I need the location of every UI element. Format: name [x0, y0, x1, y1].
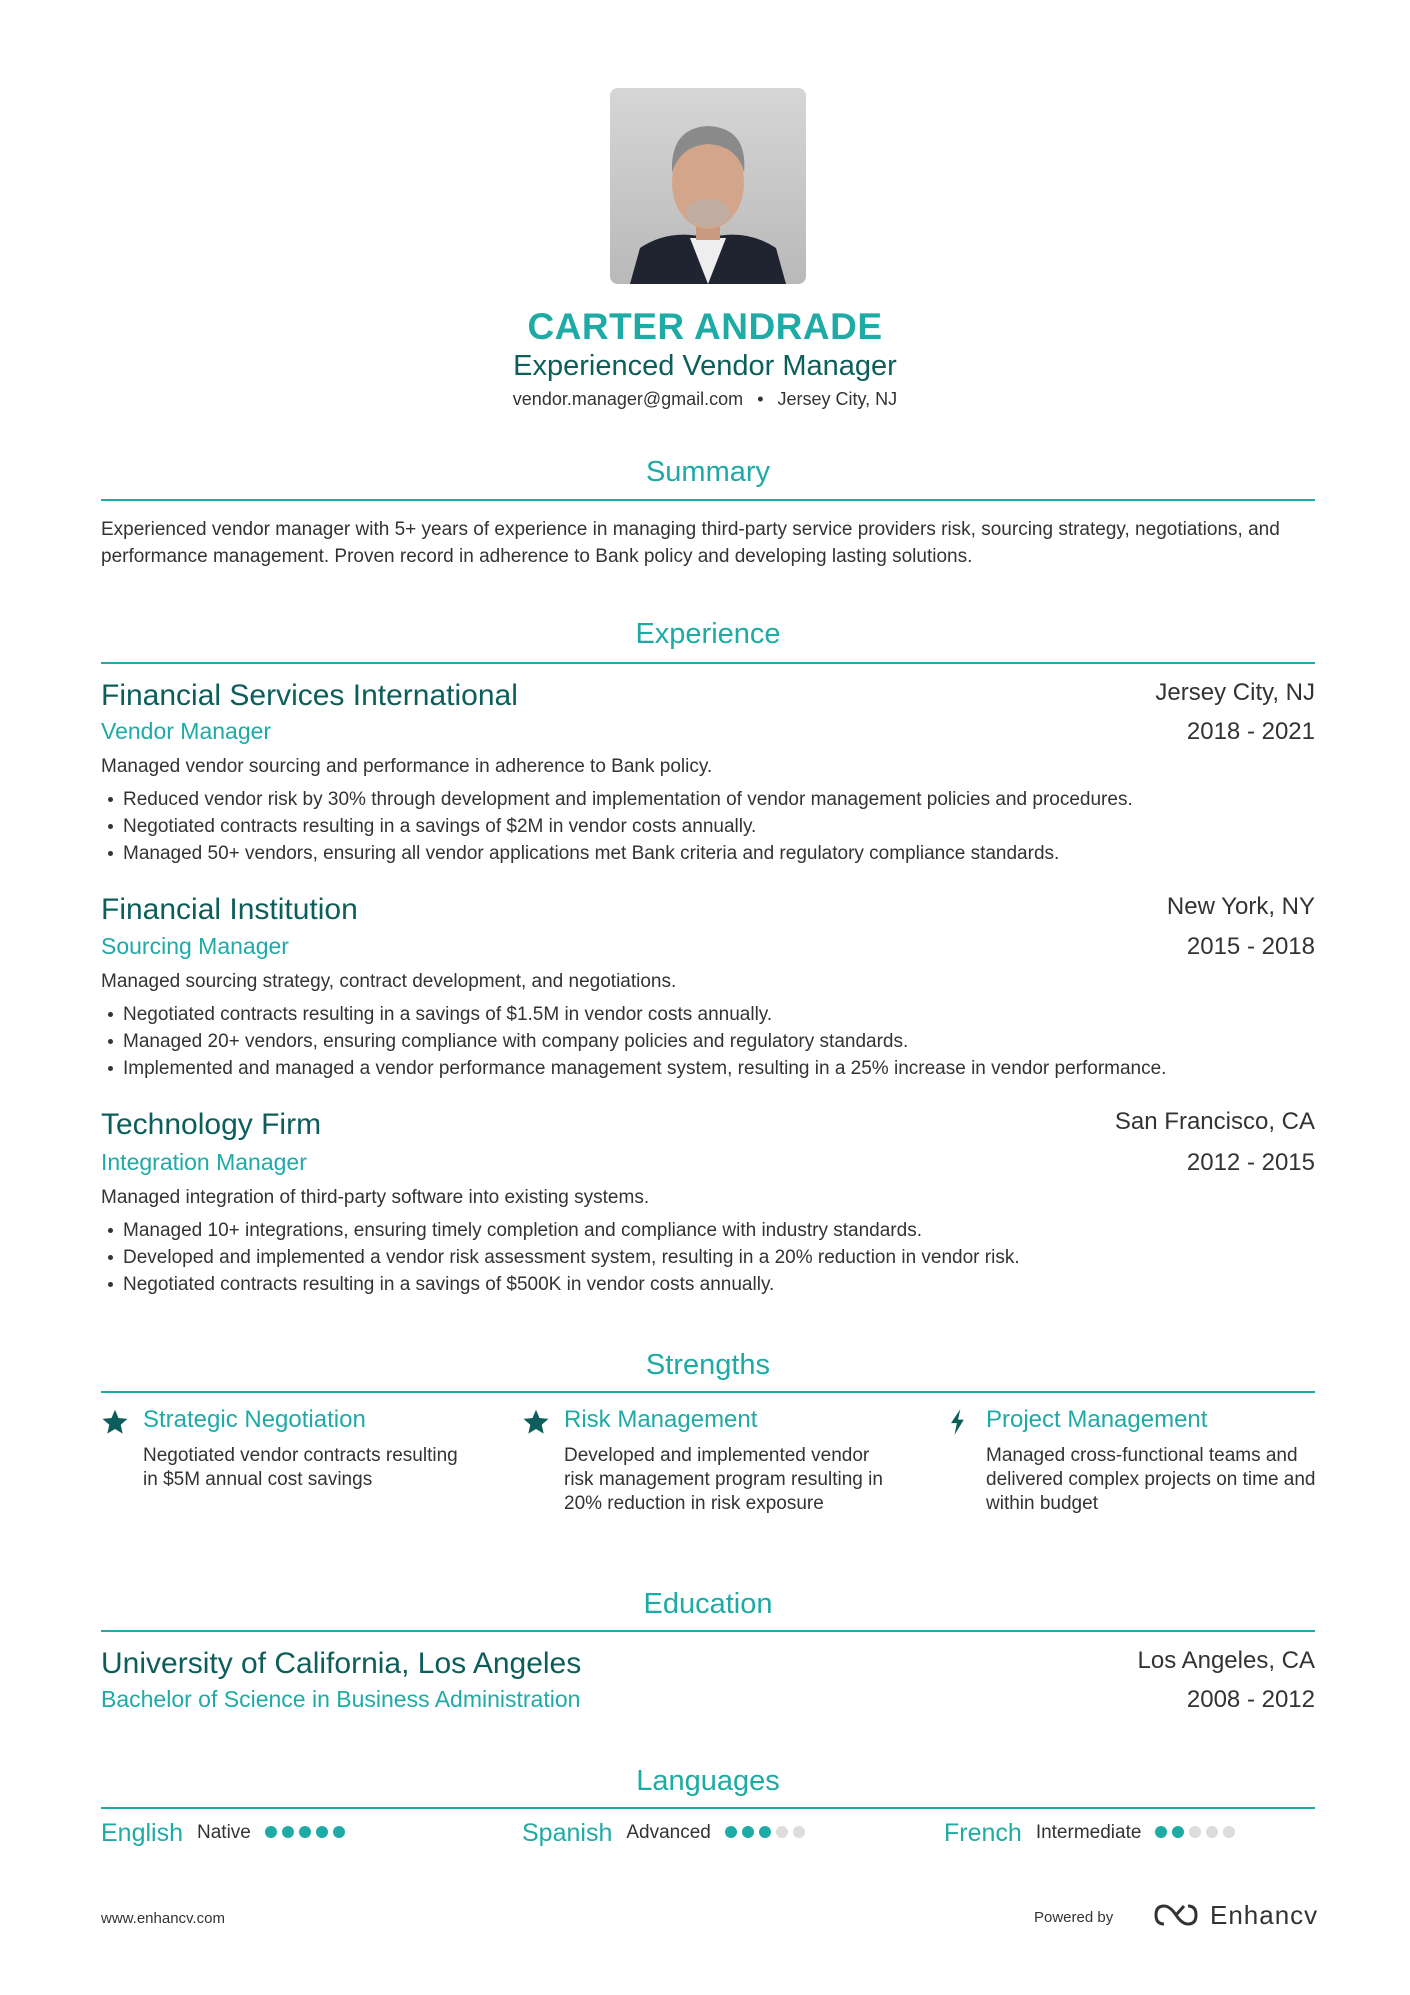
rating-dot-filled — [759, 1826, 771, 1838]
bullet-item: Negotiated contracts resulting in a savings of $500K in vendor costs annually. — [101, 1271, 1020, 1298]
language-level: Native — [197, 1822, 251, 1843]
strengths-heading: Strengths — [645, 1349, 771, 1381]
language-rating — [725, 1825, 810, 1843]
strength-description: Developed and implemented vendor risk management program resulting in 20% reduction in risk exposure — [564, 1445, 883, 1514]
job-dates: 2015 - 2018 — [1186, 933, 1315, 960]
summary-divider — [101, 499, 1315, 501]
job-bullets — [101, 786, 1133, 867]
rating-dot-filled — [1155, 1826, 1167, 1838]
strength-description: Negotiated vendor contracts resulting in $5M annual cost savings — [143, 1445, 458, 1490]
summary-text: Experienced vendor manager with 5+ years of experience in managing third-party service providers risk, sourcing strategy, negotiations, and performance management. Proven record in adherence to Bank policy and developing lasting solutions. — [101, 519, 1280, 567]
portrait-image — [610, 88, 806, 284]
job-description: Managed sourcing strategy, contract development, and negotiations. — [101, 971, 677, 992]
rating-dot-filled — [742, 1826, 754, 1838]
job-company: Technology Firm — [101, 1108, 322, 1141]
language-level: Intermediate — [1035, 1822, 1142, 1843]
strength-description: Managed cross-functional teams and delivered complex projects on time and within budget — [986, 1445, 1316, 1514]
job-role: Vendor Manager — [101, 718, 272, 744]
strength-title: Risk Management — [564, 1406, 758, 1433]
rating-dot-filled — [725, 1826, 737, 1838]
rating-dot-empty — [1223, 1826, 1235, 1838]
candidate-title: Experienced Vendor Manager — [513, 350, 897, 382]
job-bullets — [101, 1217, 1020, 1298]
experience-divider — [101, 662, 1315, 664]
rating-dot-empty — [793, 1826, 805, 1838]
job-role: Sourcing Manager — [101, 933, 289, 959]
lightning-icon — [944, 1408, 972, 1436]
languages-heading: Languages — [636, 1765, 780, 1797]
job-role: Integration Manager — [101, 1149, 307, 1175]
language-item — [944, 1819, 1240, 1853]
footer-brand-name: Enhancv — [1210, 1900, 1319, 1930]
education-school: University of California, Los Angeles — [101, 1647, 582, 1680]
job-dates: 2018 - 2021 — [1186, 718, 1315, 745]
education-dates: 2008 - 2012 — [1186, 1686, 1315, 1713]
candidate-name: CARTER ANDRADE — [527, 306, 883, 347]
languages-divider — [101, 1807, 1315, 1809]
bullet-item: Developed and implemented a vendor risk assessment system, resulting in a 20% reduction in vendor risk. — [101, 1244, 1020, 1271]
footer-website[interactable]: www.enhancv.com — [101, 1910, 225, 1927]
rating-dot-filled — [333, 1826, 345, 1838]
job-bullets — [101, 1001, 1166, 1082]
bullet-item: Implemented and managed a vendor performance management system, resulting in a 25% increase in vendor performance. — [101, 1055, 1166, 1082]
enhancv-logo-icon — [1150, 1898, 1202, 1932]
rating-dot-filled — [1172, 1826, 1184, 1838]
job-description: Managed vendor sourcing and performance in adherence to Bank policy. — [101, 756, 713, 777]
bullet-item: Managed 10+ integrations, ensuring timely completion and compliance with industry standards. — [101, 1217, 1020, 1244]
job-location: New York, NY — [1166, 893, 1315, 920]
job-company: Financial Services International — [101, 679, 518, 712]
separator-dot: • — [757, 389, 764, 409]
language-name: French — [944, 1819, 1022, 1847]
language-rating — [265, 1825, 350, 1843]
job-dates: 2012 - 2015 — [1186, 1149, 1315, 1176]
strengths-divider — [101, 1391, 1315, 1393]
star-icon — [101, 1408, 129, 1436]
star-icon — [522, 1408, 550, 1436]
experience-heading: Experience — [635, 618, 781, 650]
job-company: Financial Institution — [101, 893, 358, 926]
job-location: San Francisco, CA — [1114, 1108, 1315, 1135]
job-location: Jersey City, NJ — [1155, 679, 1315, 706]
job-description: Managed integration of third-party software into existing systems. — [101, 1187, 650, 1208]
profile-photo — [610, 88, 806, 284]
contact-line — [0, 389, 1410, 410]
strength-title: Strategic Negotiation — [143, 1406, 366, 1433]
language-name: Spanish — [522, 1819, 613, 1847]
bullet-item: Managed 20+ vendors, ensuring compliance with company policies and regulatory standards. — [101, 1028, 1166, 1055]
summary-heading: Summary — [645, 456, 771, 488]
rating-dot-empty — [1189, 1826, 1201, 1838]
bullet-item: Managed 50+ vendors, ensuring all vendor applications met Bank criteria and regulatory compliance standards. — [101, 840, 1133, 867]
footer-brand[interactable] — [1150, 1898, 1319, 1932]
rating-dot-filled — [282, 1826, 294, 1838]
rating-dot-empty — [776, 1826, 788, 1838]
education-location: Los Angeles, CA — [1137, 1647, 1315, 1674]
email-text[interactable]: vendor.manager@gmail.com — [512, 389, 744, 409]
language-item — [522, 1819, 810, 1853]
bullet-item: Reduced vendor risk by 30% through development and implementation of vendor management policies and procedures. — [101, 786, 1133, 813]
language-item — [101, 1819, 350, 1853]
location-text: Jersey City, NJ — [777, 389, 898, 409]
language-level: Advanced — [626, 1822, 711, 1843]
education-degree: Bachelor of Science in Business Administration — [101, 1686, 581, 1712]
education-heading: Education — [643, 1588, 773, 1620]
bullet-item: Negotiated contracts resulting in a savings of $1.5M in vendor costs annually. — [101, 1001, 1166, 1028]
language-rating — [1155, 1825, 1240, 1843]
footer-powered-by: Powered by — [1034, 1909, 1114, 1926]
bullet-item: Negotiated contracts resulting in a savings of $2M in vendor costs annually. — [101, 813, 1133, 840]
language-name: English — [101, 1819, 183, 1847]
rating-dot-filled — [265, 1826, 277, 1838]
rating-dot-filled — [299, 1826, 311, 1838]
strength-title: Project Management — [986, 1406, 1208, 1433]
rating-dot-empty — [1206, 1826, 1218, 1838]
rating-dot-filled — [316, 1826, 328, 1838]
education-divider — [101, 1630, 1315, 1632]
